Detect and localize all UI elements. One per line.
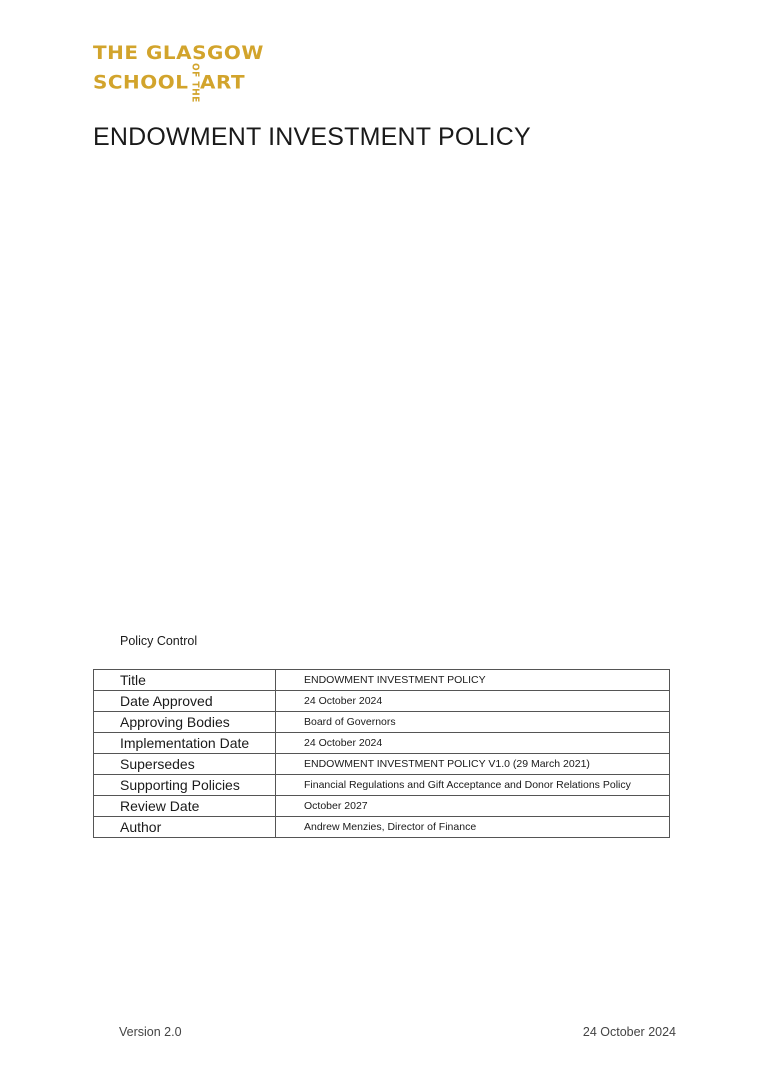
row-label: Approving Bodies: [94, 712, 276, 733]
table-row-title: [94, 670, 670, 691]
policy-control-table: [93, 669, 670, 838]
table-row-implementation-date: [94, 733, 670, 754]
row-value: ENDOWMENT INVESTMENT POLICY V1.0 (29 March 2021): [276, 754, 670, 775]
table-row-approving-bodies: [94, 712, 670, 733]
document-title: ENDOWMENT INVESTMENT POLICY: [93, 123, 531, 151]
footer-version: Version 2.0: [119, 1025, 182, 1039]
table-row-date-approved: [94, 691, 670, 712]
row-value: Board of Governors: [276, 712, 670, 733]
logo-of-the-separator: OF THE: [189, 63, 201, 103]
row-label: Date Approved: [94, 691, 276, 712]
row-value: October 2027: [276, 796, 670, 817]
row-label: Implementation Date: [94, 733, 276, 754]
row-value: 24 October 2024: [276, 691, 670, 712]
row-label: Author: [94, 817, 276, 838]
row-value: ENDOWMENT INVESTMENT POLICY: [276, 670, 670, 691]
logo-art-text: ART: [200, 71, 246, 94]
policy-control-heading: Policy Control: [120, 634, 198, 648]
table-row-author: [94, 817, 670, 838]
table-row-review-date: [94, 796, 670, 817]
row-label: Title: [94, 670, 276, 691]
row-value: 24 October 2024: [276, 733, 670, 754]
table-row-supersedes: [94, 754, 670, 775]
row-label: Review Date: [94, 796, 276, 817]
logo-school-text: SCHOOL: [93, 71, 189, 94]
logo-line-1: THE GLASGOW: [93, 42, 264, 64]
row-value: Andrew Menzies, Director of Finance: [276, 817, 670, 838]
row-label: Supersedes: [94, 754, 276, 775]
footer-date: 24 October 2024: [582, 1025, 676, 1039]
row-label: Supporting Policies: [94, 775, 276, 796]
row-value: Financial Regulations and Gift Acceptance and Donor Relations Policy: [276, 775, 670, 796]
glasgow-school-of-art-logo: [93, 44, 293, 103]
table-row-supporting-policies: [94, 775, 670, 796]
logo-line-2: [93, 63, 303, 103]
